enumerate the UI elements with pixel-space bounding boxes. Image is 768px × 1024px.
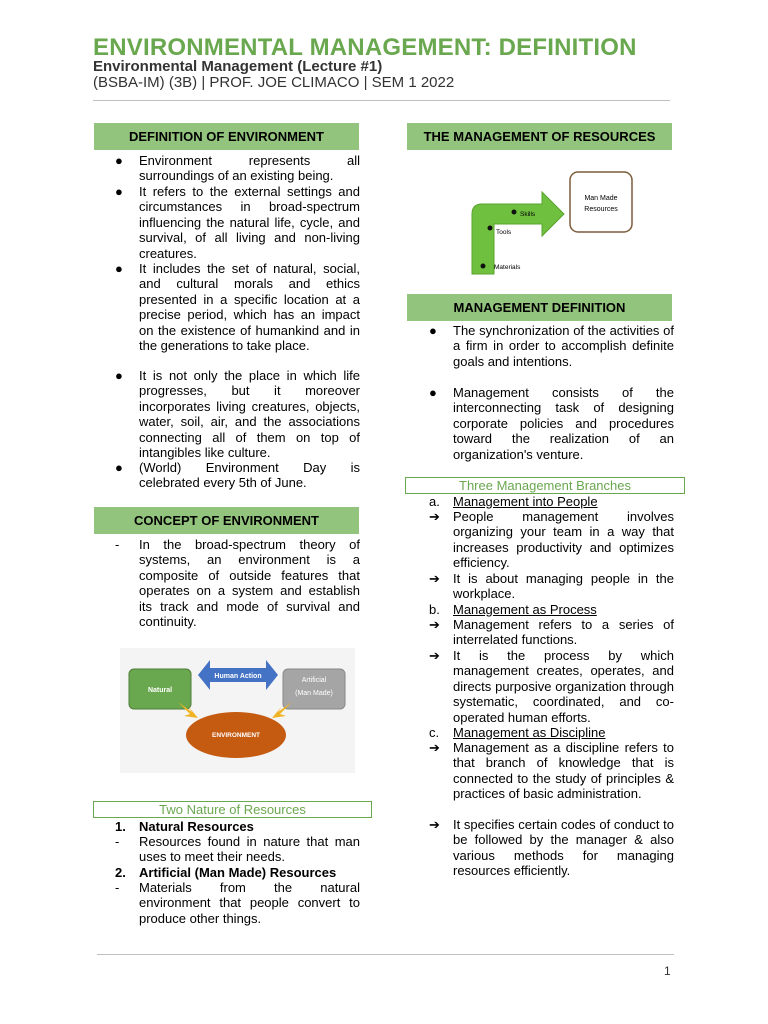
growth-arrow [472,192,564,274]
branch-title: c. Management as Discipline [429,725,606,740]
environment-label: ENVIRONMENT [211,732,261,739]
materials-label: Materials [494,264,521,271]
nature-heading: Two Nature of Resources [93,801,372,818]
artificial-box [283,669,345,709]
man-made-label: (Man Made) [295,690,333,697]
page-number: 1 [664,964,671,978]
definition-bullet: ● (World) Environment Day is celebrated every 5th of June. [115,460,360,491]
skills-label: Skills [520,211,536,218]
natural-label: Natural [147,687,173,694]
header-divider [93,100,670,101]
concept-heading: CONCEPT OF ENVIRONMENT [94,507,359,534]
branch-point: ➔ It is about managing people in the workplace. [429,571,674,602]
branch-point: ➔ It specifies certain codes of conduct to be followed by the manager & also various methods for managing resources efficiently. [429,817,674,879]
definition-bullet: ● It includes the set of natural, social, and cultural morals and ethics presented in a specific location at a precise period, which has an impact on the existence of humankind and in the generations to take place. [115,261,360,354]
man-made-box [570,172,632,232]
nature-item-title: 1. Natural Resources [115,819,254,834]
resources-diagram [432,164,644,278]
branch-point: ➔ It is the process by which management creates, operates, and directs purposive organization through systematic, coordinated, and co-operated human efforts. [429,648,674,725]
management-heading: MANAGEMENT DEFINITION [407,294,672,321]
skills-dot [512,210,517,215]
branches-heading: Three Management Branches [405,477,685,494]
footer-divider [97,954,674,955]
course-meta: (BSBA-IM) (3B) | PROF. JOE CLIMACO | SEM 1 2022 [93,74,455,91]
concept-text: - In the broad-spectrum theory of systems, an environment is a composite of outside features that operates on a system and establish its track and mode of survival and continuity. [115,537,360,630]
branch-point: ➔ Management refers to a series of interrelated functions. [429,617,674,648]
nature-item-title: 2. Artificial (Man Made) Resources [115,865,337,880]
artificial-label: Artificial [301,677,327,684]
definition-heading: DEFINITION OF ENVIRONMENT [94,123,359,150]
human-action-label: Human Action [214,673,262,680]
management-bullet: ● Management consists of the interconnecting task of designing corporate policies and procedures toward the realization of an organization's venture. [429,385,674,462]
branch-point: ➔ People management involves organizing your team in a way that increases productivity and optimizes efficiency. [429,509,674,571]
page-subtitle: Environmental Management (Lecture #1) [93,58,383,75]
definition-bullet: ● Environment represents all surroundings of an existing being. [115,153,360,184]
definition-bullet: ● It refers to the external settings and circumstances in broad-spectrum influencing the natural life, cycle, and survival, of all living and non-living creatures. [115,184,360,261]
nature-item-text: - Materials from the natural environment that people convert to produce other things. [115,880,360,926]
management-bullet: ● The synchronization of the activities of a firm in order to accomplish definite goals and intentions. [429,323,674,369]
page-title: ENVIRONMENTAL MANAGEMENT: DEFINITION [93,34,637,61]
resources-heading: THE MANAGEMENT OF RESOURCES [407,123,672,150]
materials-dot [481,264,486,269]
branch-title: a. Management into People [429,494,598,509]
branch-point: ➔ Management as a discipline refers to that branch of knowledge that is connected to the study of principles & practices of basic administration. [429,740,674,802]
environment-diagram [120,648,355,773]
nature-item-text: - Resources found in nature that man uses to meet their needs. [115,834,360,865]
resources-label: Resources [584,206,618,213]
tools-dot [488,226,493,231]
man-made-label: Man Made [584,195,618,202]
tools-label: Tools [496,229,512,236]
branch-title: b. Management as Process [429,602,597,617]
definition-bullet: ● It is not only the place in which life progresses, but it moreover incorporates living creatures, objects, water, soil, air, and the associations connecting all of them on top of intangibles like culture. [115,368,360,461]
